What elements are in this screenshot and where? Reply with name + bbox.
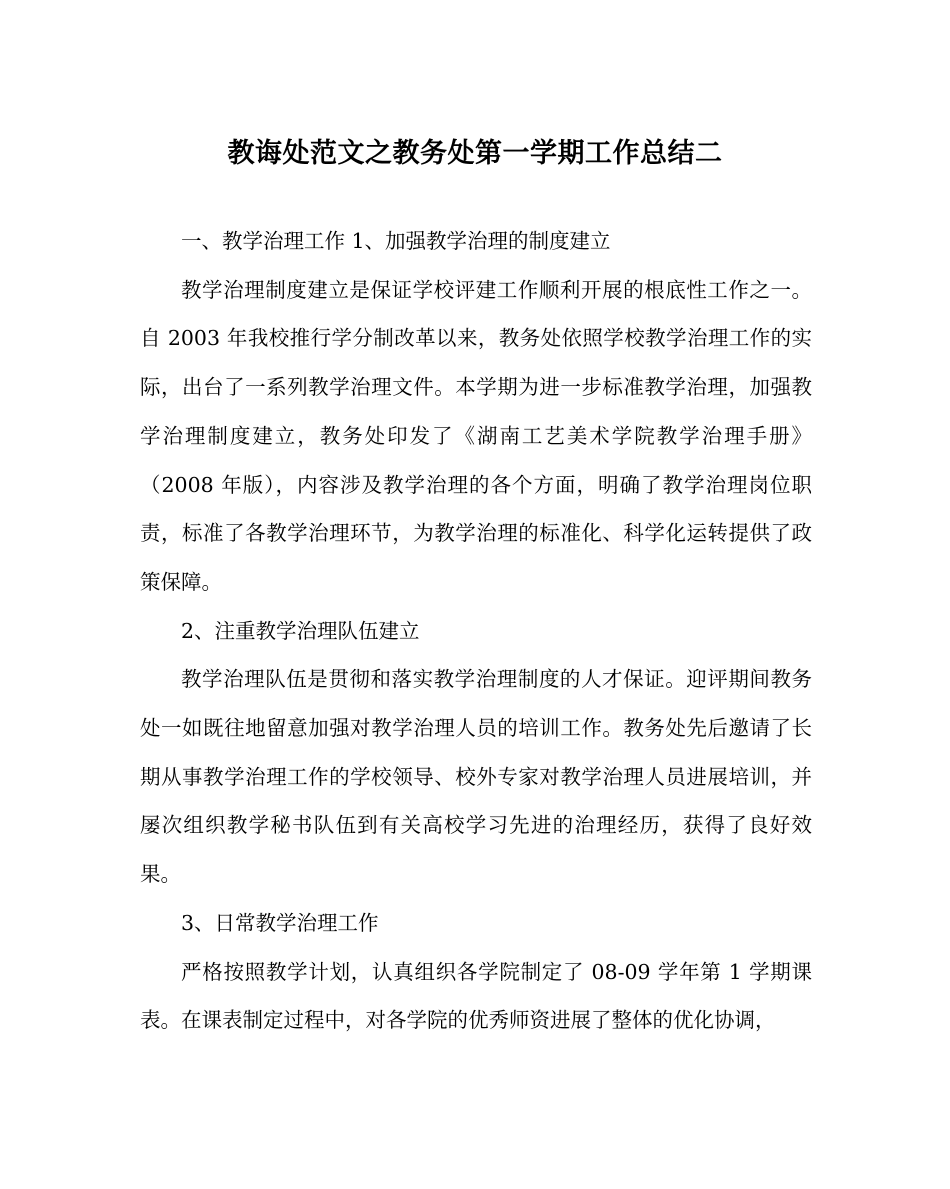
- document-body: [140, 217, 812, 1045]
- paragraph: 严格按照教学计划，认真组织各学院制定了 08-09 学年第 1 学期课表。在课表制定过程中，对各学院的优秀师资进展了整体的优化协调，: [140, 959, 812, 1033]
- paragraph: 教学治理队伍是贯彻和落实教学治理制度的人才保证。迎评期间教务处一如既往地留意加强对教学治理人员的培训工作。教务处先后邀请了长期从事教学治理工作的学校领导、校外专家对教学治理人员进展培训，并屡次组织教学秘书队伍到有关高校学习先进的治理经历，获得了良好效果。: [140, 667, 812, 887]
- document-title: 教诲处范文之教务处第一学期工作总结二: [227, 138, 723, 169]
- paragraph: 教学治理制度建立是保证学校评建工作顺利开展的根底性工作之一。自 2003 年我校推行学分制改革以来，教务处依照学校教学治理工作的实际，出台了一系列教学治理文件。本学期为进一步标准教学治理，加强教学治理制度建立，教务处印发了《湖南工艺美术学院教学治理手册》（2008 年版），内容涉及教学治理的各个方面，明确了教学治理岗位职责，标准了各教学治理环节，为教学治理的标准化、科学化运转提供了政策保障。: [140, 277, 812, 594]
- section-heading: 3、日常教学治理工作: [181, 910, 379, 935]
- section-heading: 2、注重教学治理队伍建立: [181, 618, 420, 643]
- section-heading: 一、教学治理工作 1、加强教学治理的制度建立: [181, 229, 611, 253]
